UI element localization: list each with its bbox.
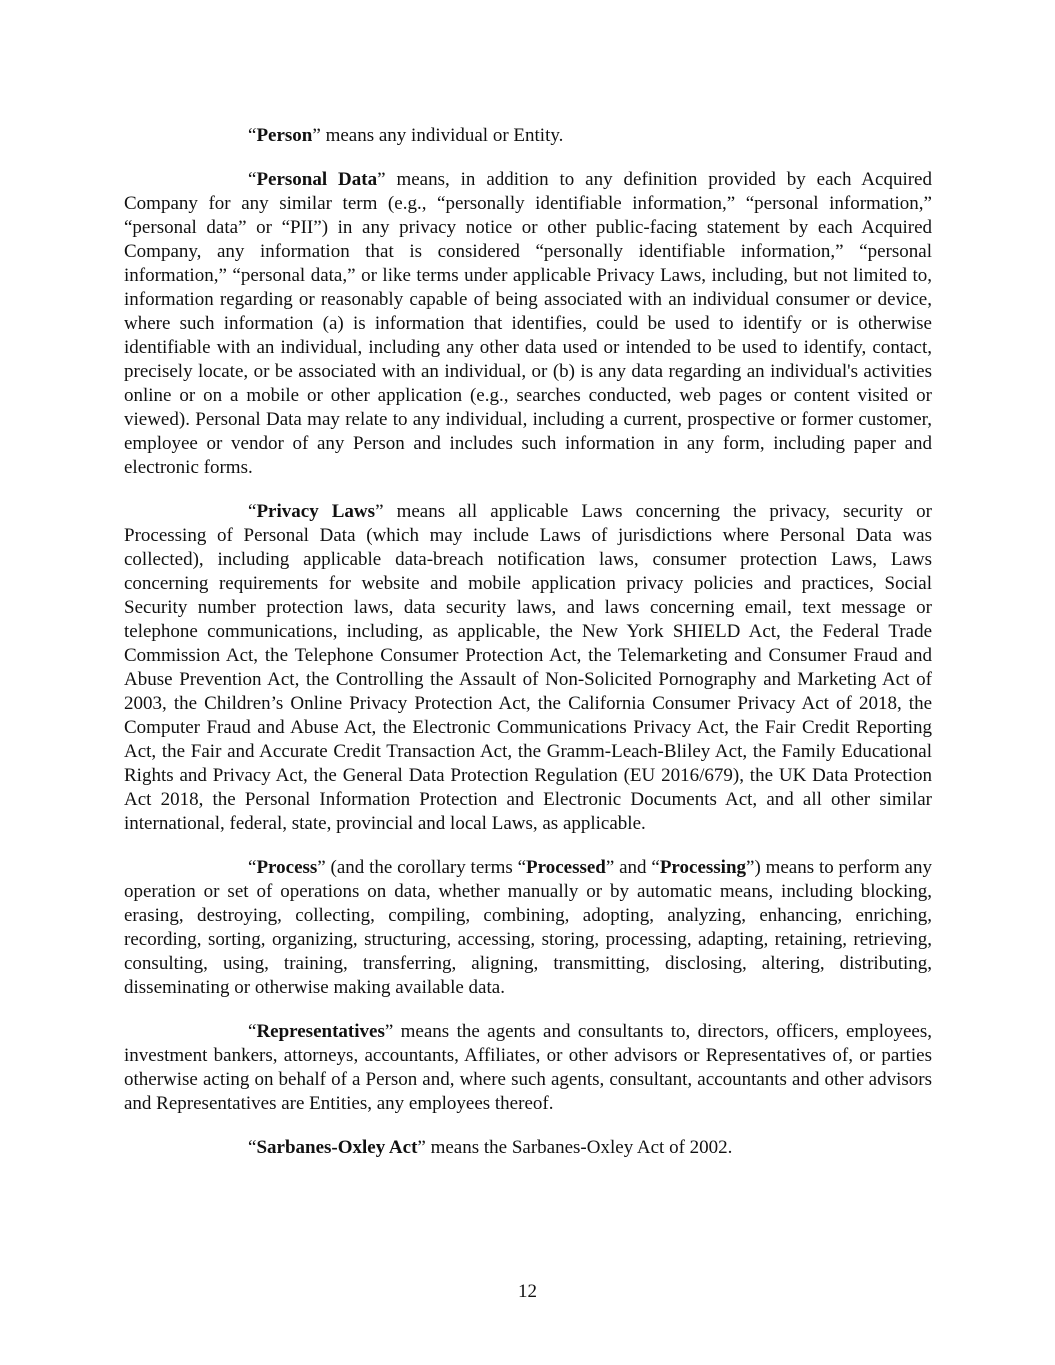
definition-text-personal-data: means, in addition to any definition provided by each Acquired Company for any similar term (e.g., “personally identifiable information,” “personal information,” “personal data” or “PII”) in any privacy notice or other public-facing statement by each Acquired Company, any information that is considered “personally identifiable information,” “personal information,” “personal data,” or like terms under applicable Privacy Laws, including, but not limited to, information regarding or reasonably capable of being associated with an individual consumer or device, where such information (a) is information that identifies, could be used to identify or is otherwise identifiable with an individual, including any other data used or intended to be used to identify, contact, precisely locate, or be associated with an individual, or (b) is any data regarding an individual's activities online or on a mobile or other application (e.g., searches conducted, web pages or content visited or viewed). Personal Data may relate to any individual, including a current, prospective or former customer, employee or vendor of any Person and includes such information in any form, including paper and electronic forms.	[124, 169, 932, 478]
term-process: Process	[256, 857, 318, 878]
term-processed: Processed	[526, 857, 606, 878]
term-person: Person	[256, 125, 313, 146]
definition-sarbanes-oxley: “Sarbanes-Oxley Act” means the Sarbanes-Oxley Act of 2002.	[248, 1137, 733, 1158]
definition-representatives: “Representatives” means the agents and consultants to, directors, officers, employees, investment bankers, attorneys, accountants, Affiliates, or other advisors or Representatives of, or parties otherwise acting on behalf of a Person and, where such agents, consultant, accountants and other advisors and Representatives are Entities, any employees thereof.	[124, 1021, 932, 1114]
term-personal-data: Personal Data	[256, 169, 378, 190]
definition-person: “Person” means any individual or Entity.	[248, 125, 564, 146]
definition-text-person: means any individual or Entity.	[325, 125, 564, 146]
definitions-section	[124, 124, 932, 1182]
definition-text-representatives: means the agents and consultants to, directors, officers, employees, investment bankers, attorneys, accountants, Affiliates, or other advisors or Representatives of, or parties otherwise acting on behalf of a Person and, where such agents, consultant, accountants and other advisors and Representatives are Entities, any employees thereof.	[124, 1021, 932, 1114]
term-representatives: Representatives	[256, 1021, 385, 1042]
term-sarbanes-oxley: Sarbanes-Oxley Act	[256, 1137, 418, 1158]
definition-personal-data: “Personal Data” means, in addition to any definition provided by each Acquired Company for any similar term (e.g., “personally identifiable information,” “personal information,” “personal data” or “PII”) in any privacy notice or other public-facing statement by each Acquired Company, any information that is considered “personally identifiable information,” “personal information,” “personal data,” or like terms under applicable Privacy Laws, including, but not limited to, information regarding or reasonably capable of being associated with an individual consumer or device, where such information (a) is information that identifies, could be used to identify or is otherwise identifiable with an individual, including any other data used or intended to be used to identify, contact, precisely locate, or be associated with an individual, or (b) is any data regarding an individual's activities online or on a mobile or other application (e.g., searches conducted, web pages or content visited or viewed). Personal Data may relate to any individual, including a current, prospective or former customer, employee or vendor of any Person and includes such information in any form, including paper and electronic forms.	[124, 169, 932, 478]
term-privacy-laws: Privacy Laws	[256, 501, 376, 522]
term-processing: Processing	[659, 857, 747, 878]
definition-text-process: ”) means to perform any operation or set of operations on data, whether manually or by automatic means, including blocking, erasing, destroying, collecting, compiling, combining, adopting, analyzing, enhancing, enriching, recording, sorting, organizing, structuring, accessing, storing, processing, adapting, retaining, retrieving, consulting, using, training, transferring, aligning, transmitting, disclosing, altering, distributing, disseminating or otherwise making available data.	[124, 857, 932, 998]
process-corollary-intro: (and the corollary terms “	[330, 857, 527, 878]
page-number: 12	[518, 1281, 537, 1302]
process-corollary-and: ” and “	[605, 857, 660, 878]
definition-text-privacy-laws: means all applicable Laws concerning the privacy, security or Processing of Personal Data (which may include Laws of jurisdictions where Personal Data was collected), including applicable data-breach notification laws, consumer protection Laws, Laws concerning requirements for website and mobile application privacy policies and practices, Social Security number protection laws, data security laws, and laws concerning email, text message or telephone communications, including, as applicable, the New York SHIELD Act, the Federal Trade Commission Act, the Telephone Consumer Protection Act, the Telemarketing and Consumer Fraud and Abuse Prevention Act, the Controlling the Assault of Non-Solicited Pornography and Marketing Act of 2003, the Children’s Online Privacy Protection Act, the California Consumer Privacy Act of 2018, the Computer Fraud and Abuse Act, the Electronic Communications Privacy Act, the Fair Credit Reporting Act, the Fair and Accurate Credit Transaction Act, the Gramm-Leach-Bliley Act, the Family Educational Rights and Privacy Act, the General Data Protection Regulation (EU 2016/679), the UK Data Protection Act 2018, the Personal Information Protection and Electronic Documents Act, and all other similar international, federal, state, provincial and local Laws, as applicable.	[124, 501, 932, 834]
definition-privacy-laws: “Privacy Laws” means all applicable Laws concerning the privacy, security or Processing of Personal Data (which may include Laws of jurisdictions where Personal Data was collected), including applicable data-breach notification laws, consumer protection Laws, Laws concerning requirements for website and mobile application privacy policies and practices, Social Security number protection laws, data security laws, and laws concerning email, text message or telephone communications, including, as applicable, the New York SHIELD Act, the Federal Trade Commission Act, the Telephone Consumer Protection Act, the Telemarketing and Consumer Fraud and Abuse Prevention Act, the Controlling the Assault of Non-Solicited Pornography and Marketing Act of 2003, the Children’s Online Privacy Protection Act, the California Consumer Privacy Act of 2018, the Computer Fraud and Abuse Act, the Electronic Communications Privacy Act, the Fair Credit Reporting Act, the Fair and Accurate Credit Transaction Act, the Gramm-Leach-Bliley Act, the Family Educational Rights and Privacy Act, the General Data Protection Regulation (EU 2016/679), the UK Data Protection Act 2018, the Personal Information Protection and Electronic Documents Act, and all other similar international, federal, state, provincial and local Laws, as applicable.	[124, 501, 932, 834]
definition-process: “Process” (and the corollary terms “Processed” and “Processing”) means to perform any operation or set of operations on data, whether manually or by automatic means, including blocking, erasing, destroying, collecting, compiling, combining, adopting, analyzing, enhancing, enriching, recording, sorting, organizing, structuring, accessing, storing, processing, adapting, retaining, retrieving, consulting, using, training, transferring, aligning, transmitting, disclosing, altering, distributing, disseminating or otherwise making available data.	[124, 857, 932, 998]
definition-text-sarbanes-oxley: means the Sarbanes-Oxley Act of 2002.	[430, 1137, 733, 1158]
